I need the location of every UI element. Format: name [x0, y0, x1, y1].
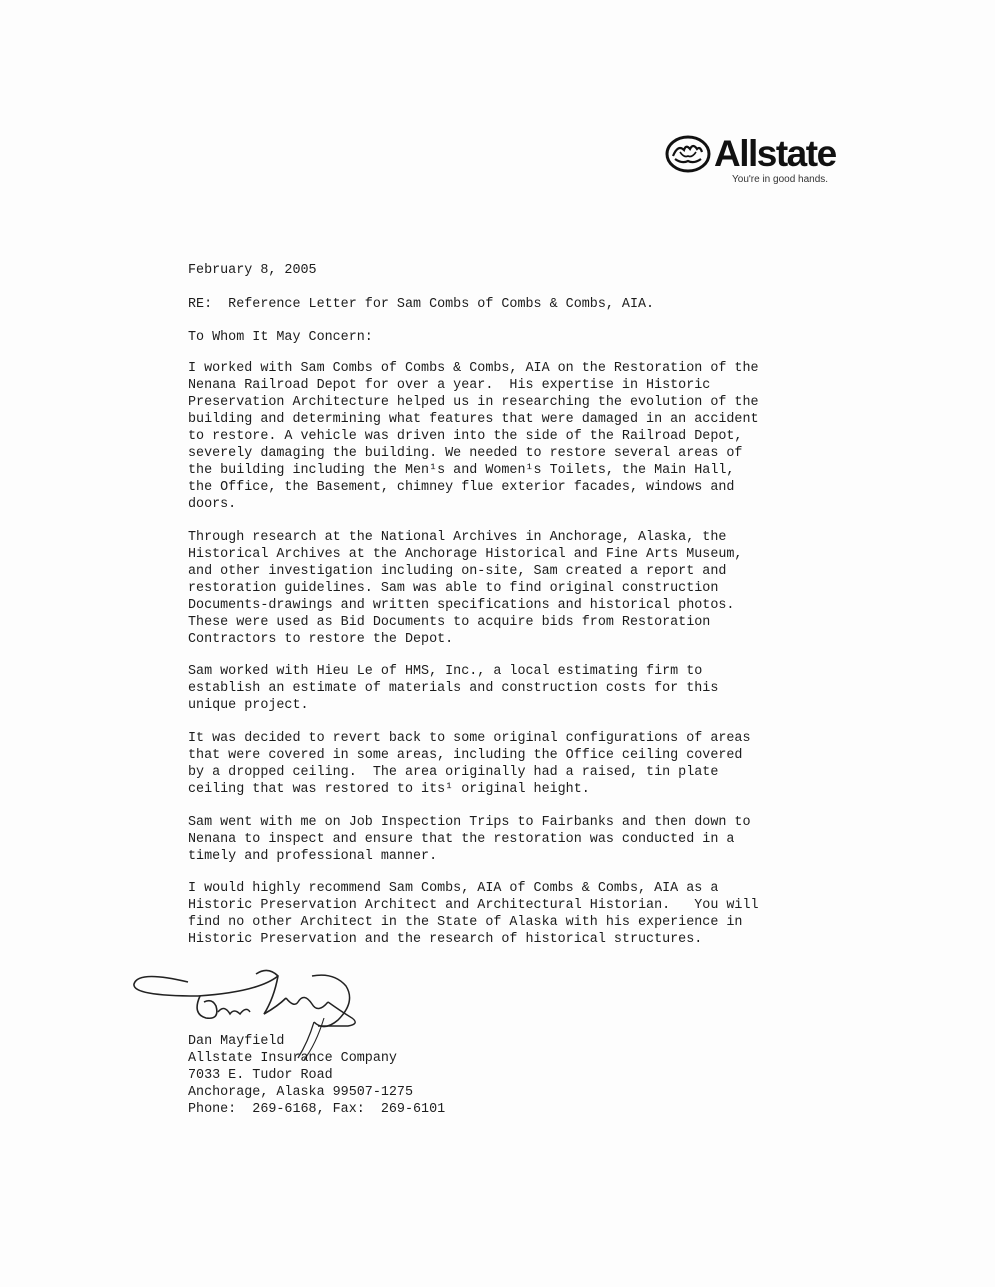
brand-tagline: You're in good hands. [732, 174, 829, 185]
sender-company: Allstate Insurance Company [188, 1051, 397, 1066]
body-paragraph: Sam worked with Hieu Le of HMS, Inc., a local estimating firm to establish an estimate of materials and construction costs for this unique project. [188, 664, 719, 713]
sender-contact: Phone: 269-6168, Fax: 269-6101 [188, 1102, 446, 1117]
allstate-logo [660, 128, 870, 192]
body-paragraph: I would highly recommend Sam Combs, AIA of Combs & Combs, AIA as a Historic Preservation Architect and Architectural Historian. You will find no other Architect in the State of Alaska with his experience in Historic Preservation and the research of historical structures. [188, 881, 759, 947]
allstate-hands-icon [664, 134, 712, 174]
body-paragraph: It was decided to revert back to some original configurations of areas that were covered in some areas, including the Office ceiling covered by a dropped ceiling. The area originally had a raised, tin plate ceiling that was restored to its¹ original height. [188, 731, 751, 797]
salutation: To Whom It May Concern: [188, 330, 373, 345]
body-paragraph: I worked with Sam Combs of Combs & Combs, AIA on the Restoration of the Nenana Railroad Depot for over a year. His expertise in Historic Preservation Architecture helped us in researching the evolution of the building and determining what features that were damaged in an accident to restore. A vehicle was driven into the side of the Railroad Depot, severely damaging the building. We needed to restore several areas of the building including the Men¹s and Women¹s Toilets, the Main Hall, the Office, the Basement, chimney flue exterior facades, windows and doors. [188, 361, 759, 512]
body-paragraph: Through research at the National Archives in Anchorage, Alaska, the Historical Archives at the Anchorage Historical and Fine Arts Museum, and other investigation including on-site, Sam created a report and restoration guidelines. Sam was able to find original construction Documents-drawings and written specifications and historical photos. These were used as Bid Documents to acquire bids from Restoration Contractors to restore the Depot. [188, 530, 743, 647]
sender-block [188, 1033, 445, 1118]
letter-date: February 8, 2005 [188, 263, 317, 278]
sender-city: Anchorage, Alaska 99507-1275 [188, 1085, 413, 1100]
sender-street: 7033 E. Tudor Road [188, 1068, 333, 1083]
brand-name: Allstate [714, 133, 836, 174]
body-paragraph: Sam went with me on Job Inspection Trips to Fairbanks and then down to Nenana to inspect and ensure that the restoration was conducted in a timely and professional manner. [188, 815, 751, 864]
sender-name: Dan Mayfield [188, 1034, 285, 1049]
subject-line: RE: Reference Letter for Sam Combs of Combs & Combs, AIA. [188, 297, 655, 312]
